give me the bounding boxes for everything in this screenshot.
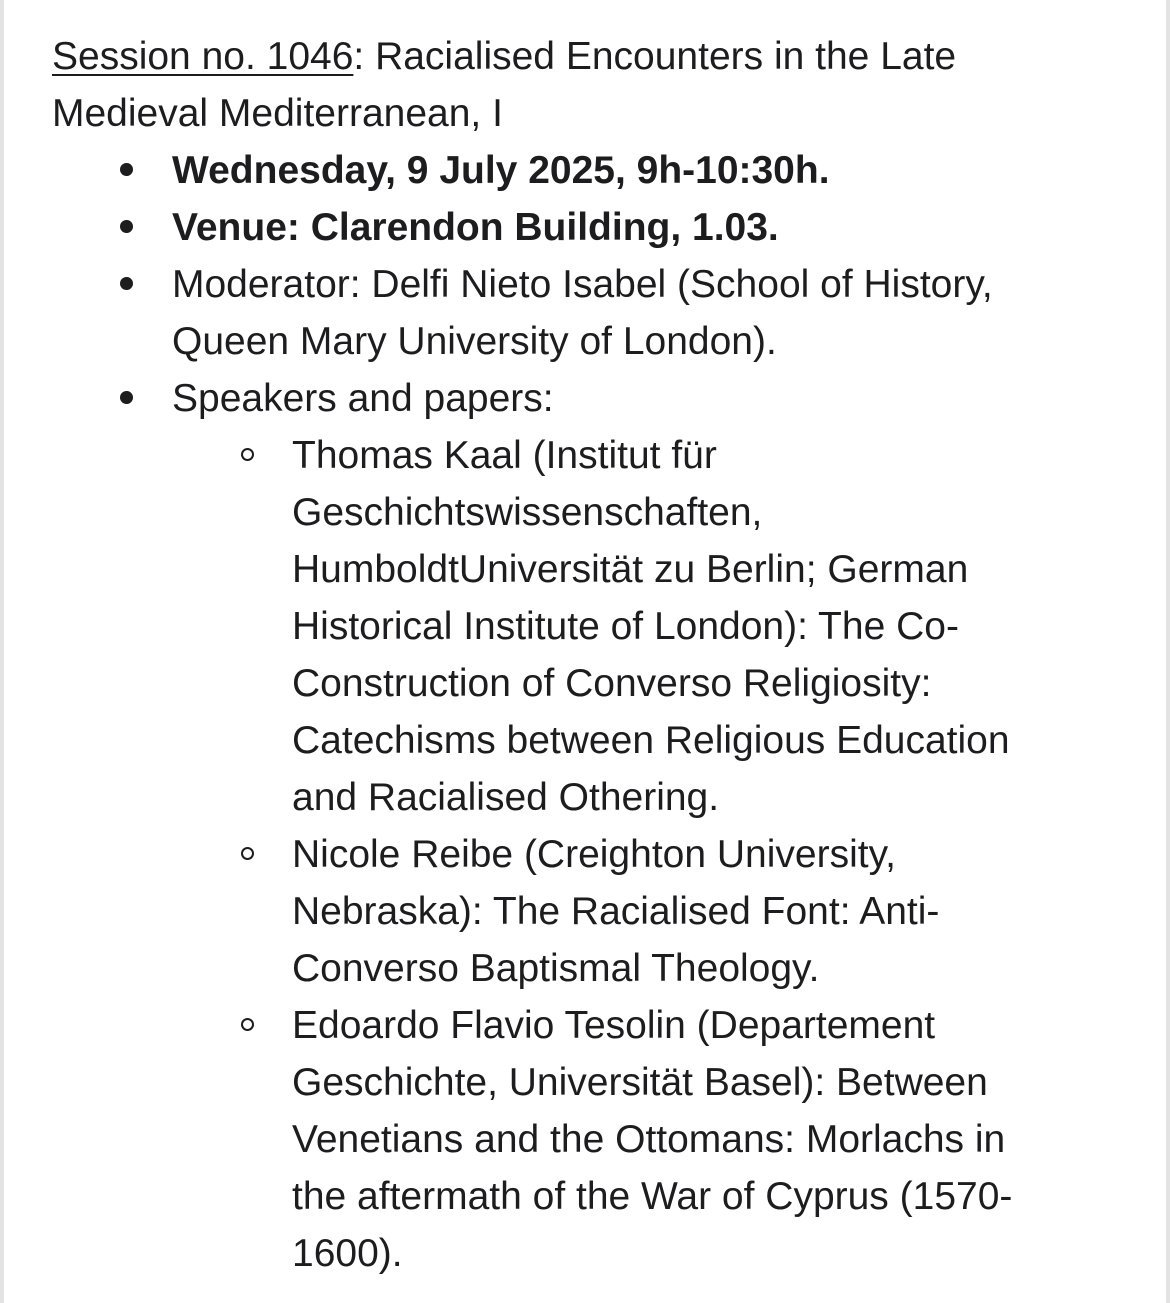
speaker-line: Venetians and the Ottomans: Morlachs in [292, 1118, 1006, 1161]
speaker-line: and Racialised Othering. [292, 776, 720, 819]
session-title-line-1 [52, 28, 956, 85]
speaker-line: Geschichtswissenschaften, [292, 491, 763, 534]
bullet-icon [120, 391, 133, 404]
speaker-line: HumboldtUniversität zu Berlin; German [292, 548, 969, 591]
speaker-line: Converso Baptismal Theology. [292, 947, 820, 990]
bullet-icon [120, 277, 133, 290]
speaker-line: Historical Institute of London): The Co- [292, 605, 959, 648]
session-title-rest: : Racialised Encounters in the Late [353, 35, 957, 78]
bullet-icon [120, 220, 133, 233]
session-date: Wednesday, 9 July 2025, 9h-10:30h. [172, 149, 830, 192]
speaker-line: Thomas Kaal (Institut für [292, 434, 717, 477]
speaker-line: Nicole Reibe (Creighton University, [292, 833, 897, 876]
speaker-line: Edoardo Flavio Tesolin (Departement [292, 1004, 936, 1047]
right-edge [1166, 0, 1170, 1303]
speaker-line: 1600). [292, 1232, 403, 1275]
speaker-line: the aftermath of the War of Cyprus (1570- [292, 1175, 1013, 1218]
speakers-label: Speakers and papers: [172, 377, 554, 420]
speaker-line: Geschichte, Universität Basel): Between [292, 1061, 988, 1104]
speaker-line: Construction of Converso Religiosity: [292, 662, 932, 705]
speaker-line: Nebraska): The Racialised Font: Anti- [292, 890, 940, 933]
speaker-line: Catechisms between Religious Education [292, 719, 1010, 762]
circle-bullet-icon [241, 448, 254, 461]
moderator-line-2: Queen Mary University of London). [172, 320, 777, 363]
session-venue: Venue: Clarendon Building, 1.03. [172, 206, 779, 249]
circle-bullet-icon [241, 1018, 254, 1031]
session-link[interactable]: Session no. 1046 [52, 35, 354, 78]
circle-bullet-icon [241, 847, 254, 860]
moderator-line-1: Moderator: Delfi Nieto Isabel (School of History, [172, 263, 993, 306]
left-edge [0, 0, 4, 1303]
bullet-icon [120, 163, 133, 176]
session-title-line-2: Medieval Mediterranean, I [52, 92, 503, 135]
